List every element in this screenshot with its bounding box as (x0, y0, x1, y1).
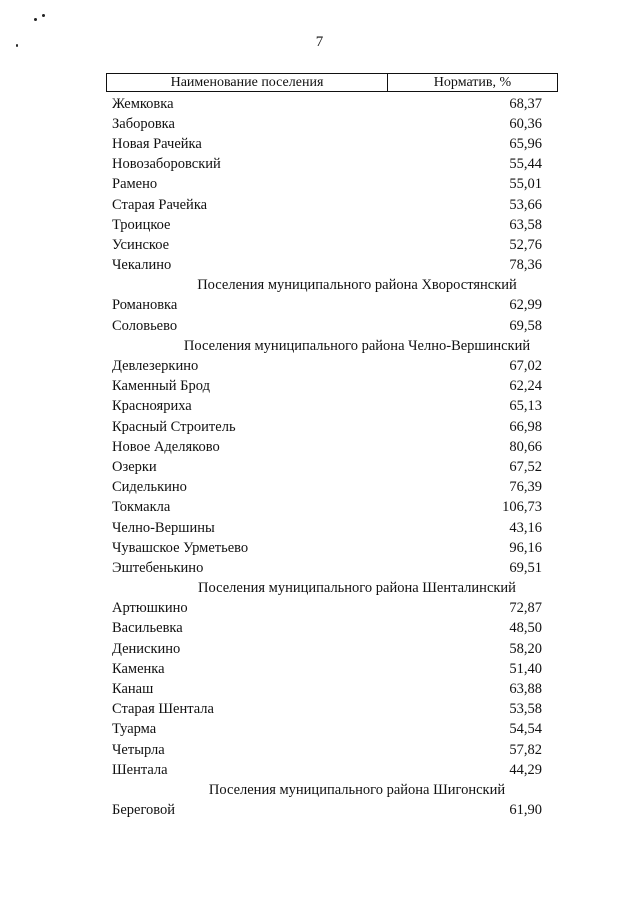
settlement-name: Жемковка (112, 95, 174, 112)
table-row (112, 498, 542, 518)
section-heading: Поселения муниципального района Хворостянский (197, 277, 517, 294)
settlement-name: Красный Строитель (112, 418, 236, 435)
scan-speck (34, 18, 37, 21)
norm-value: 80,66 (509, 438, 542, 455)
scan-speck (42, 14, 45, 17)
settlement-name: Краснояриха (112, 398, 192, 415)
table-row (112, 377, 542, 397)
norm-value: 68,37 (509, 95, 542, 112)
norm-value: 58,20 (509, 640, 542, 657)
settlements-table-body (112, 94, 542, 821)
norm-value: 67,02 (509, 358, 542, 375)
norm-value: 53,58 (509, 701, 542, 718)
table-row (112, 417, 542, 437)
settlement-name: Рамено (112, 176, 158, 193)
norm-value: 44,29 (509, 761, 542, 778)
norm-value: 66,98 (509, 418, 542, 435)
table-row (112, 740, 542, 760)
column-header-norm: Норматив, % (433, 75, 512, 90)
section-heading: Поселения муниципального района Шенталинский (198, 580, 516, 597)
column-header-name: Наименование поселения (107, 74, 388, 91)
settlement-name: Новое Аделяково (112, 438, 220, 455)
table-row (112, 397, 542, 417)
settlement-name: Каменка (112, 660, 165, 677)
norm-value: 63,58 (509, 216, 542, 233)
table-row (112, 801, 542, 821)
table-row (112, 316, 542, 336)
settlement-name: Соловьево (112, 317, 178, 334)
table-row (112, 215, 542, 235)
norm-value: 62,24 (509, 378, 542, 395)
table-row (112, 437, 542, 457)
norm-value: 48,50 (509, 620, 542, 637)
settlement-name: Чувашское Урметьево (112, 539, 249, 556)
norm-value: 57,82 (509, 741, 542, 758)
norm-value: 52,76 (509, 236, 542, 253)
page-number: 7 (315, 34, 324, 50)
table-row (112, 457, 542, 477)
norm-value: 76,39 (509, 479, 542, 496)
norm-value: 62,99 (509, 297, 542, 314)
settlement-name: Денискино (112, 640, 181, 657)
table-row (112, 256, 542, 276)
norm-value: 65,13 (509, 398, 542, 415)
table-row (112, 478, 542, 498)
settlement-name: Новая Рачейка (112, 135, 202, 152)
settlement-name: Романовка (112, 297, 178, 314)
table-row (112, 599, 542, 619)
settlement-name: Эштебенькино (112, 559, 204, 576)
table-row (112, 518, 542, 538)
norm-value: 69,51 (509, 559, 542, 576)
table-row (112, 720, 542, 740)
table-row (112, 155, 542, 175)
norm-value: 53,66 (509, 196, 542, 213)
table-row (112, 659, 542, 679)
settlement-name: Сиделькино (112, 479, 187, 496)
settlement-name: Старая Рачейка (112, 196, 208, 213)
norm-value: 63,88 (509, 681, 542, 698)
settlement-name: Токмакла (112, 499, 171, 516)
norm-value: 78,36 (509, 257, 542, 274)
table-row (112, 679, 542, 699)
settlement-name: Челно-Вершины (112, 519, 215, 536)
table-row (112, 195, 542, 215)
settlement-name: Туарма (112, 721, 157, 738)
norm-value: 60,36 (509, 115, 542, 132)
settlement-name: Старая Шентала (112, 701, 214, 718)
settlement-name: Каменный Брод (112, 378, 210, 395)
settlement-name: Береговой (112, 802, 176, 819)
settlement-name: Озерки (112, 458, 157, 475)
table-row (112, 94, 542, 114)
norm-value: 69,58 (509, 317, 542, 334)
table-row (112, 538, 542, 558)
table-row (112, 235, 542, 255)
norm-value: 51,40 (509, 660, 542, 677)
table-row (112, 558, 542, 578)
settlement-name: Васильевка (112, 620, 183, 637)
norm-value: 55,01 (509, 176, 542, 193)
settlement-name: Канаш (112, 681, 154, 698)
settlement-name: Новозаборовский (112, 156, 221, 173)
norm-value: 65,96 (509, 135, 542, 152)
table-row (112, 134, 542, 154)
settlement-name: Артюшкино (112, 600, 188, 617)
norm-value: 72,87 (509, 600, 542, 617)
table-row (112, 296, 542, 316)
table-row (112, 175, 542, 195)
norm-value: 61,90 (509, 802, 542, 819)
norm-value: 55,44 (509, 156, 542, 173)
section-heading: Поселения муниципального района Челно-Вершинский (183, 337, 531, 354)
table-row (112, 114, 542, 134)
norm-value: 43,16 (509, 519, 542, 536)
table-row (112, 760, 542, 780)
table-row (112, 356, 542, 376)
norm-value: 54,54 (509, 721, 542, 738)
settlement-name: Троицкое (112, 216, 171, 233)
norm-value: 67,52 (509, 458, 542, 475)
settlement-name: Чекалино (112, 257, 172, 274)
table-row (112, 700, 542, 720)
settlement-name: Усинское (112, 236, 170, 253)
table-header (106, 73, 558, 92)
table-row (112, 639, 542, 659)
norm-value: 106,73 (502, 499, 542, 516)
table-row (112, 619, 542, 639)
settlement-name: Заборовка (112, 115, 175, 132)
section-heading: Поселения муниципального района Шигонский (208, 781, 506, 798)
settlement-name: Девлезеркино (112, 358, 199, 375)
settlement-name: Четырла (112, 741, 165, 758)
settlement-name: Шентала (112, 761, 168, 778)
norm-value: 96,16 (509, 539, 542, 556)
